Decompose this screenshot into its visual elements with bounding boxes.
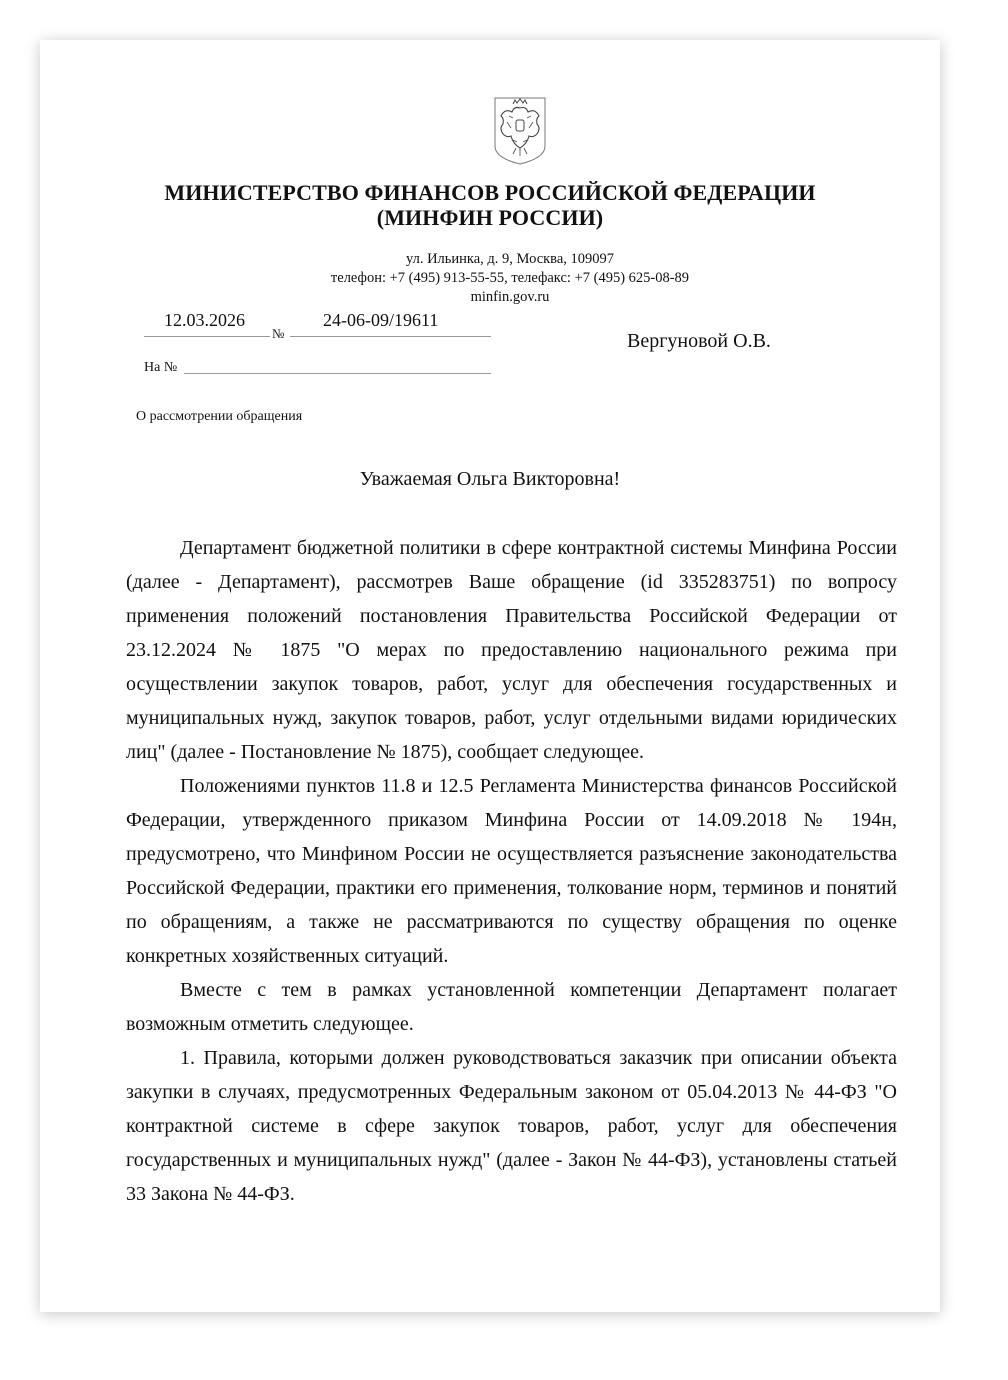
coat-of-arms-icon (489, 94, 551, 166)
body-paragraph: Вместе с тем в рамках установленной компетенции Департамент полагает возможным отметить следующее. (126, 979, 897, 1035)
reply-to-underline (184, 373, 491, 374)
greeting: Уважаемая Ольга Викторовна! (359, 468, 621, 490)
number-sign: № (272, 326, 285, 341)
letter-subject: О рассмотрении обращения (136, 409, 303, 424)
ministry-name-line2: (МИНФИН РОССИИ) (376, 205, 604, 230)
postal-address: ул. Ильинка, д. 9, Москва, 109097 (405, 251, 615, 267)
letter-body (126, 531, 897, 1211)
addressee: Вергуновой О.В. (627, 330, 771, 352)
body-paragraph: Департамент бюджетной политики в сфере контрактной системы Минфина России (далее - Департамент), рассмотрев Ваше обращение (id 335283751) по вопросу применения положений постановления Правительства Российской Федерации от 23.12.2024 № 1875 "О мерах по предоставлению национального режима при осуществлении закупок товаров, работ, услуг для обеспечения государственных и муниципальных нужд, закупок товаров, работ, услуг отдельными видами юридических лиц" (далее - Постановление № 1875), сообщает следующее. (126, 537, 897, 763)
ministry-name-line1: МИНИСТЕРСТВО ФИНАНСОВ РОССИЙСКОЙ ФЕДЕРАЦИИ (164, 180, 816, 205)
phone-fax: телефон: +7 (495) 913-55-55, телефакс: +7 (495) 625-08-89 (330, 270, 690, 286)
ministry-contacts (40, 250, 940, 307)
body-paragraph: Положениями пунктов 11.8 и 12.5 Регламента Министерства финансов Российской Федерации, утвержденного приказом Минфина России от 14.09.2018 № 194н, предусмотрено, что Минфином России не осуществляется разъяснение законодательства Российской Федерации, практики его применения, толкование норм, терминов и понятий по обращениям, а также не рассматриваются по существу обращения по оценке конкретных хозяйственных ситуаций. (126, 775, 897, 967)
registration-number: 24-06-09/19611 (323, 310, 439, 330)
number-underline (290, 336, 491, 337)
ministry-name (40, 180, 940, 230)
letter-page (40, 40, 940, 1312)
body-paragraph: 1. Правила, которыми должен руководствоваться заказчик при описании объекта закупки в случаях, предусмотренных Федеральным законом от 05.04.2013 № 44-ФЗ "О контрактной системе в сфере закупок товаров, работ, услуг для обеспечения государственных и муниципальных нужд" (далее - Закон № 44-ФЗ), установлены статьей 33 Закона № 44-ФЗ. (126, 1047, 897, 1205)
reply-to-label: На № (144, 360, 178, 375)
date-underline (144, 336, 270, 337)
registration-date: 12.03.2026 (164, 310, 245, 330)
website: minfin.gov.ru (470, 289, 550, 305)
